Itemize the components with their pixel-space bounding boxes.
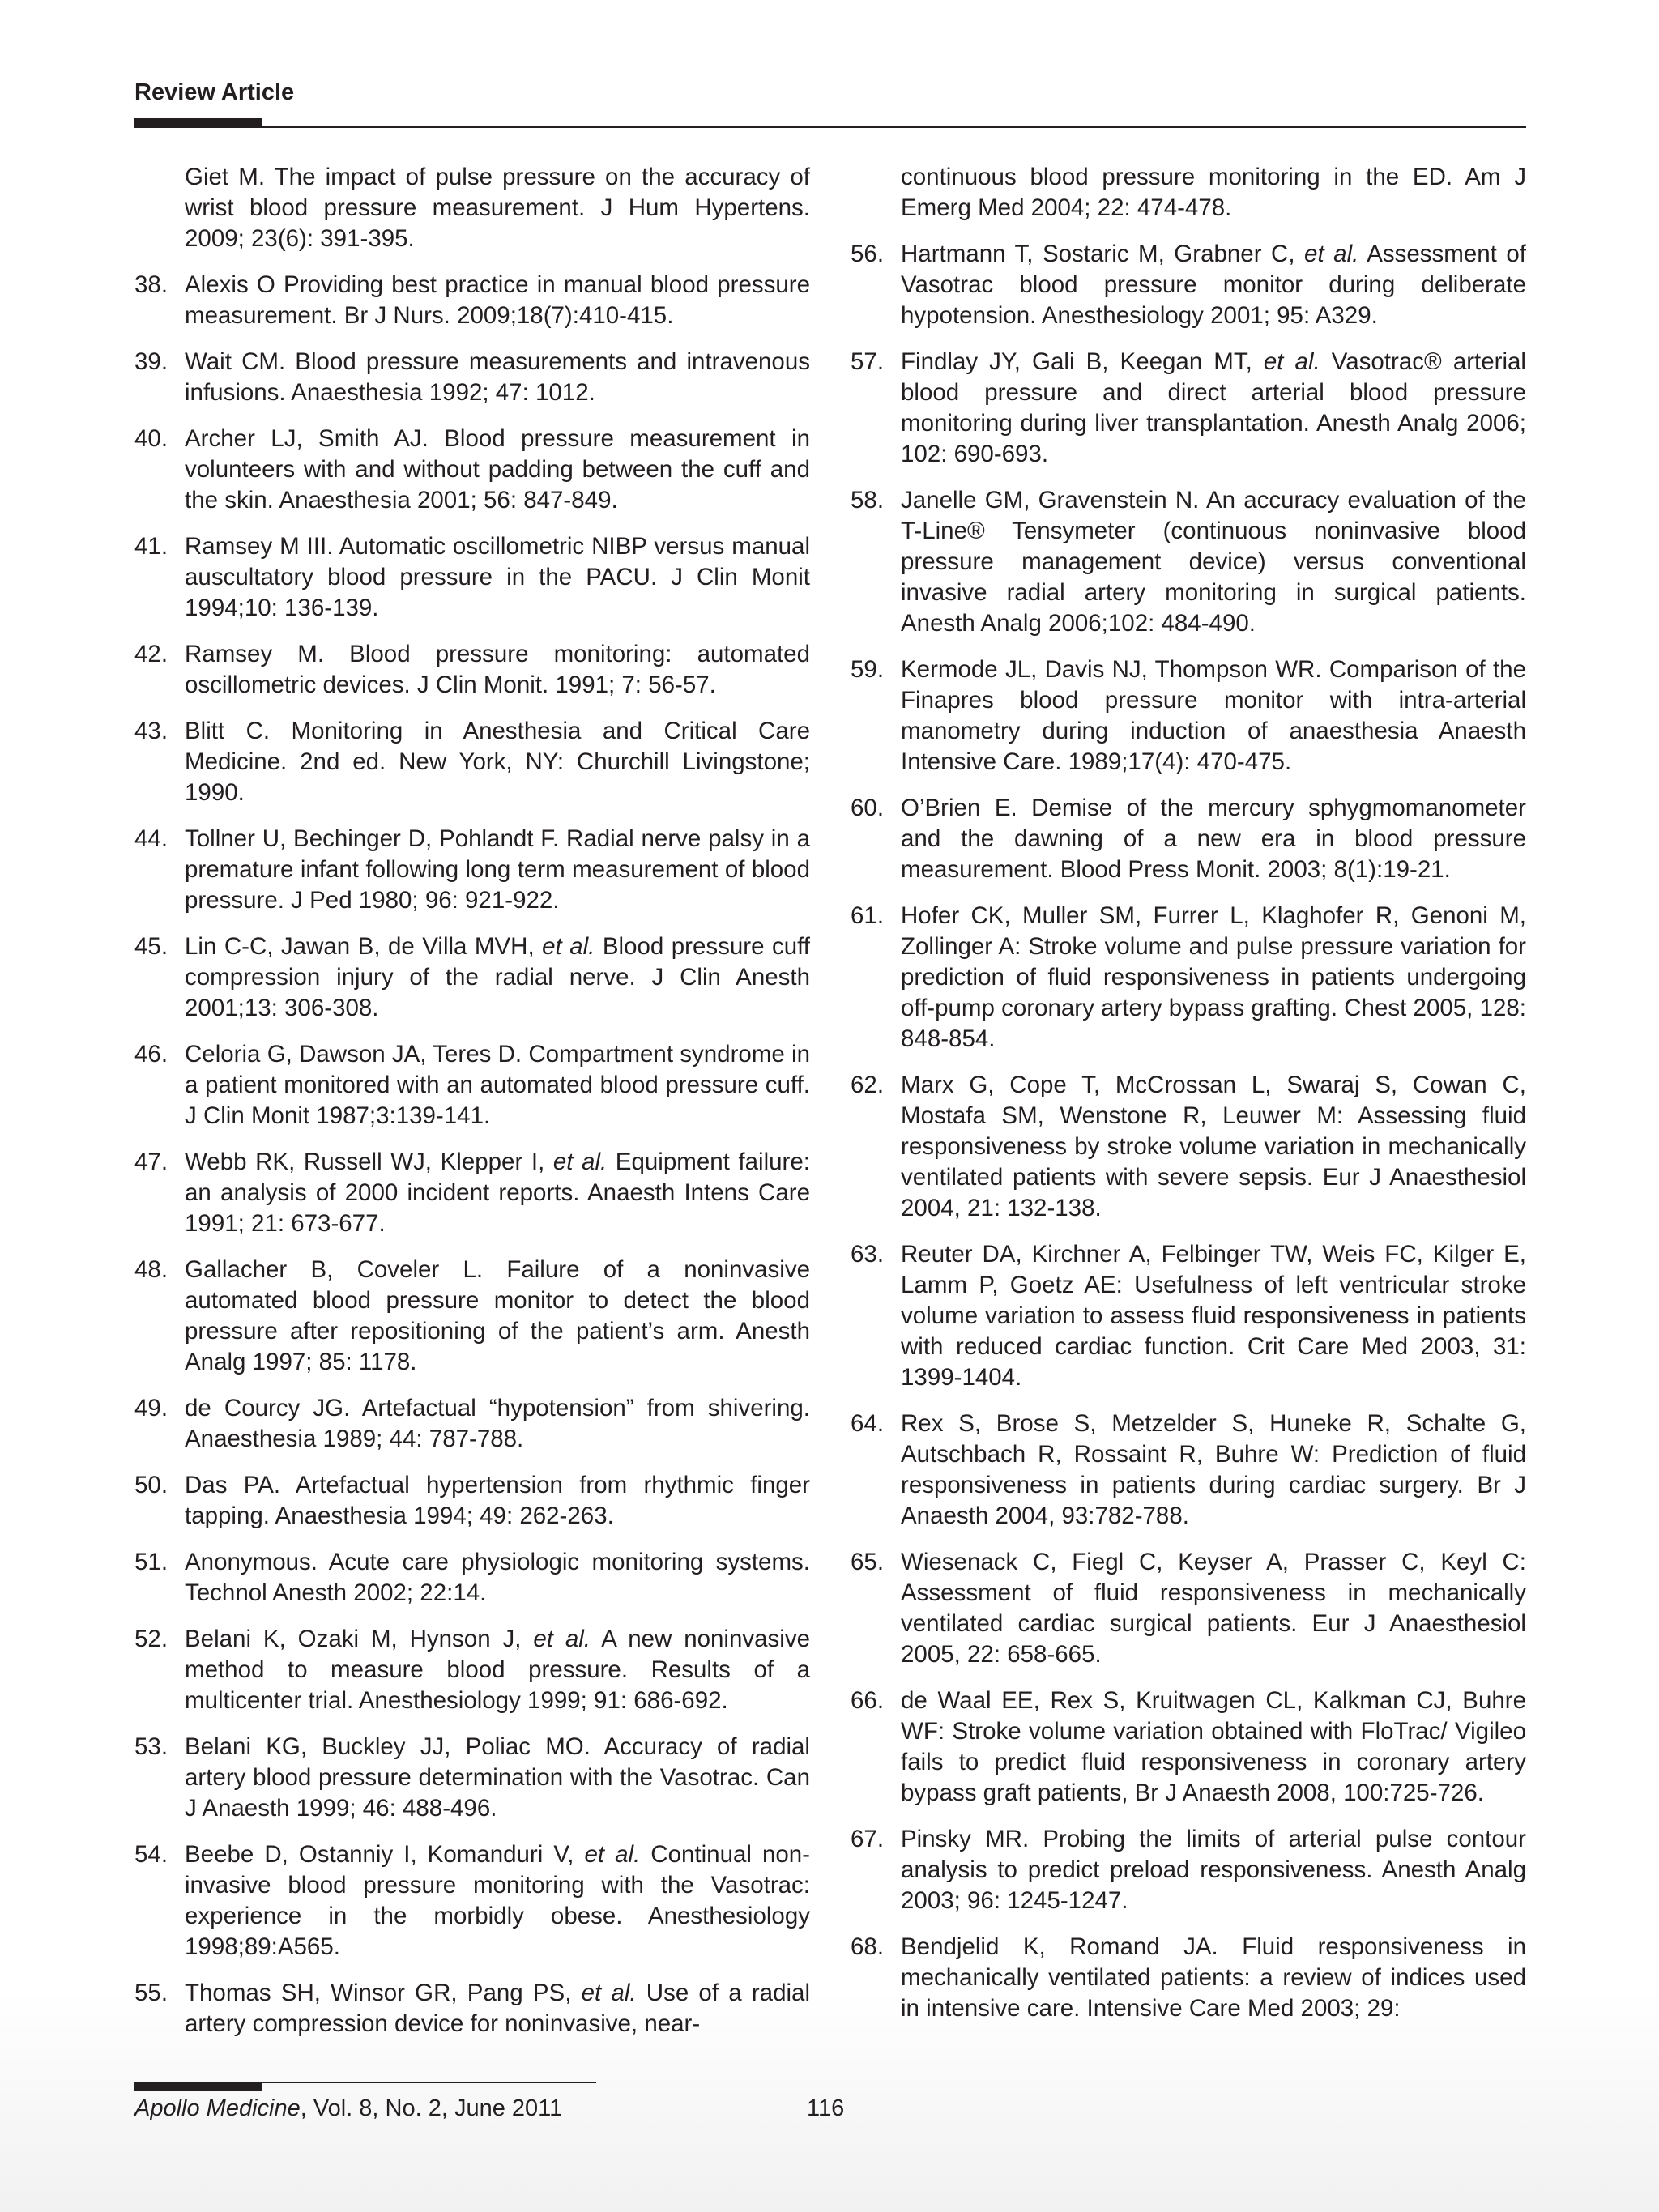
- reference-number: 59.: [851, 656, 885, 683]
- footer-rule: [262, 2082, 596, 2083]
- reference-item: [134, 1147, 810, 1239]
- reference-item: [134, 1470, 810, 1532]
- reference-item: [134, 347, 810, 408]
- reference-number: 49.: [134, 1395, 168, 1421]
- reference-text: O’Brien E. Demise of the mercury sphygmomanometer and the dawning of a new era in blood pressure measurement. Blood Press Monit. 2003; 8(1):19-21.: [901, 795, 1526, 883]
- reference-item: [851, 347, 1526, 470]
- reference-item: [851, 485, 1526, 639]
- reference-item: [134, 531, 810, 624]
- reference-item: [134, 424, 810, 516]
- reference-item: [134, 1839, 810, 1963]
- reference-text: Das PA. Artefactual hypertension from rhythmic finger tapping. Anaesthesia 1994; 49: 262-263.: [185, 1472, 810, 1529]
- reference-text: de Courcy JG. Artefactual “hypotension” from shivering. Anaesthesia 1989; 44: 787-788.: [185, 1395, 810, 1452]
- reference-item: [134, 1732, 810, 1824]
- reference-item: [851, 1239, 1526, 1393]
- reference-text: Celoria G, Dawson JA, Teres D. Compartment syndrome in a patient monitored with an automated blood pressure cuff. J Clin Monit 1987;3:139-141.: [185, 1041, 810, 1129]
- reference-number: 43.: [134, 718, 168, 744]
- reference-item: [851, 1409, 1526, 1532]
- reference-number: 56.: [851, 241, 885, 267]
- reference-item: [134, 824, 810, 916]
- reference-text: Janelle GM, Gravenstein N. An accuracy evaluation of the T-Line® Tensymeter (continuous noninvasive blood pressure management device) versus conventional invasive radial artery monitoring in surgical patients. Anesth Analg 2006;102: 484-490.: [901, 487, 1526, 637]
- reference-item: [134, 716, 810, 808]
- reference-number: 65.: [851, 1549, 885, 1575]
- reference-text: Wiesenack C, Fiegl C, Keyser A, Prasser C, Keyl C: Assessment of fluid responsiveness in mechanically ventilated cardiac surgical patients. Eur J Anaesthesiol 2005, 22: 658-665.: [901, 1549, 1526, 1668]
- reference-number: 45.: [134, 933, 168, 960]
- reference-item: [851, 654, 1526, 778]
- reference-text: Webb RK, Russell WJ, Klepper I, et al. Equipment failure: an analysis of 2000 incident reports. Anaesth Intens Care 1991; 21: 673-677.: [185, 1149, 810, 1237]
- reference-text: Hofer CK, Muller SM, Furrer L, Klaghofer R, Genoni M, Zollinger A: Stroke volume and pulse pressure variation for prediction of fluid responsiveness in patients undergoing off-pump coronary artery bypass grafting. Chest 2005, 128: 848-854.: [901, 902, 1526, 1052]
- reference-number: 67.: [851, 1826, 885, 1852]
- reference-number: 54.: [134, 1841, 168, 1868]
- reference-item: [851, 162, 1526, 224]
- reference-number: 46.: [134, 1041, 168, 1068]
- reference-number: 62.: [851, 1072, 885, 1098]
- reference-text: Tollner U, Bechinger D, Pohlandt F. Radial nerve palsy in a premature infant following long term measurement of blood pressure. J Ped 1980; 96: 921-922.: [185, 825, 810, 914]
- reference-number: 66.: [851, 1687, 885, 1714]
- reference-text: Archer LJ, Smith AJ. Blood pressure measurement in volunteers with and without padding between the cuff and the skin. Anaesthesia 2001; 56: 847-849.: [185, 425, 810, 514]
- reference-number: 44.: [134, 825, 168, 852]
- reference-number: 55.: [134, 1980, 168, 2006]
- reference-item: [851, 1824, 1526, 1916]
- page-number: 116: [807, 2095, 845, 2121]
- reference-number: 50.: [134, 1472, 168, 1498]
- reference-item: [134, 931, 810, 1024]
- reference-item: [134, 1547, 810, 1609]
- reference-item: [134, 270, 810, 331]
- reference-text: Findlay JY, Gali B, Keegan MT, et al. Vasotrac® arterial blood pressure and direct arterial blood pressure monitoring during liver transplantation. Anesth Analg 2006; 102: 690-693.: [901, 348, 1526, 467]
- reference-item: [851, 1070, 1526, 1224]
- reference-item: [134, 1978, 810, 2039]
- reference-item: [851, 1547, 1526, 1670]
- footer-accent-bar: [134, 2082, 262, 2091]
- reference-number: 42.: [134, 641, 168, 667]
- reference-text: Gallacher B, Coveler L. Failure of a noninvasive automated blood pressure monitor to detect the blood pressure after repositioning of the patient’s arm. Anesth Analg 1997; 85: 1178.: [185, 1256, 810, 1375]
- reference-number: 53.: [134, 1733, 168, 1760]
- reference-item: [851, 1932, 1526, 2024]
- reference-text: Wait CM. Blood pressure measurements and intravenous infusions. Anaesthesia 1992; 47: 1012.: [185, 348, 810, 406]
- reference-text: Belani K, Ozaki M, Hynson J, et al. A new noninvasive method to measure blood pressure. Results of a multicenter trial. Anesthesiology 1999; 91: 686-692.: [185, 1626, 810, 1714]
- reference-text: Thomas SH, Winsor GR, Pang PS, et al. Use of a radial artery compression device for noninvasive, near-: [185, 1980, 810, 2037]
- reference-text: Kermode JL, Davis NJ, Thompson WR. Comparison of the Finapres blood pressure monitor with intra-arterial manometry during induction of anaesthesia Anaesth Intensive Care. 1989;17(4): 470-475.: [901, 656, 1526, 775]
- reference-text: continuous blood pressure monitoring in the ED. Am J Emerg Med 2004; 22: 474-478.: [901, 164, 1526, 221]
- reference-number: 52.: [134, 1626, 168, 1652]
- header-rule: [262, 126, 1526, 128]
- reference-number: 58.: [851, 487, 885, 514]
- reference-text: de Waal EE, Rex S, Kruitwagen CL, Kalkman CJ, Buhre WF: Stroke volume variation obtained with FloTrac/ Vigileo fails to predict fluid responsiveness in coronary artery bypass graft patients, Br J Anaesth 2008, 100:725-726.: [901, 1687, 1526, 1806]
- reference-text: Ramsey M III. Automatic oscillometric NIBP versus manual auscultatory blood pressure in the PACU. J Clin Monit 1994;10: 136-139.: [185, 533, 810, 621]
- reference-number: 63.: [851, 1241, 885, 1268]
- reference-text: Lin C-C, Jawan B, de Villa MVH, et al. Blood pressure cuff compression injury of the radial nerve. J Clin Anesth 2001;13: 306-308.: [185, 933, 810, 1021]
- reference-item: [134, 1393, 810, 1455]
- reference-number: 57.: [851, 348, 885, 375]
- reference-list-right: [851, 162, 1526, 2039]
- reference-text: Alexis O Providing best practice in manual blood pressure measurement. Br J Nurs. 2009;18(7):410-415.: [185, 271, 810, 329]
- reference-list-left: [134, 162, 810, 2055]
- reference-number: 38.: [134, 271, 168, 298]
- reference-text: Marx G, Cope T, McCrossan L, Swaraj S, Cowan C, Mostafa SM, Wenstone R, Leuwer M: Assessing fluid responsiveness by stroke volume variation in mechanically ventilated patients with severe sepsis. Eur J Anaesthesiol 2004, 21: 132-138.: [901, 1072, 1526, 1221]
- journal-issue: , Vol. 8, No. 2, June 2011: [300, 2095, 563, 2121]
- reference-number: 47.: [134, 1149, 168, 1175]
- reference-item: [851, 901, 1526, 1055]
- reference-text: Bendjelid K, Romand JA. Fluid responsiveness in mechanically ventilated patients: a review of indices used in intensive care. Intensive Care Med 2003; 29:: [901, 1933, 1526, 2022]
- header-accent-bar: [134, 118, 262, 128]
- reference-number: 40.: [134, 425, 168, 452]
- reference-text: Anonymous. Acute care physiologic monitoring systems. Technol Anesth 2002; 22:14.: [185, 1549, 810, 1606]
- reference-number: 68.: [851, 1933, 885, 1960]
- reference-number: 51.: [134, 1549, 168, 1575]
- reference-item: [134, 1039, 810, 1132]
- reference-item: [134, 639, 810, 701]
- reference-item: [134, 1255, 810, 1378]
- reference-text: Rex S, Brose S, Metzelder S, Huneke R, Schalte G, Autschbach R, Rossaint R, Buhre W: Prediction of fluid responsiveness in patients during cardiac surgery. Br J Anaesth 2004, 93:782-788.: [901, 1410, 1526, 1529]
- reference-text: Blitt C. Monitoring in Anesthesia and Critical Care Medicine. 2nd ed. New York, NY: Churchill Livingstone; 1990.: [185, 718, 810, 806]
- reference-number: 64.: [851, 1410, 885, 1437]
- reference-text: Giet M. The impact of pulse pressure on the accuracy of wrist blood pressure measurement. J Hum Hypertens. 2009; 23(6): 391-395.: [185, 164, 810, 252]
- reference-text: Hartmann T, Sostaric M, Grabner C, et al. Assessment of Vasotrac blood pressure monitor during deliberate hypotension. Anesthesiology 2001; 95: A329.: [901, 241, 1526, 329]
- reference-item: [851, 1686, 1526, 1809]
- reference-number: 48.: [134, 1256, 168, 1283]
- reference-text: Pinsky MR. Probing the limits of arterial pulse contour analysis to predict preload responsiveness. Anesth Analg 2003; 96: 1245-1247.: [901, 1826, 1526, 1914]
- reference-item: [851, 793, 1526, 885]
- reference-number: 61.: [851, 902, 885, 929]
- reference-number: 39.: [134, 348, 168, 375]
- reference-number: 41.: [134, 533, 168, 560]
- reference-text: Ramsey M. Blood pressure monitoring: automated oscillometric devices. J Clin Monit. 1991; 7: 56-57.: [185, 641, 810, 698]
- section-label: Review Article: [134, 79, 295, 105]
- reference-item: [851, 239, 1526, 331]
- reference-number: 60.: [851, 795, 885, 821]
- reference-item: [134, 1624, 810, 1716]
- reference-text: Belani KG, Buckley JJ, Poliac MO. Accuracy of radial artery blood pressure determination with the Vasotrac. Can J Anaesth 1999; 46: 488-496.: [185, 1733, 810, 1822]
- journal-citation: [134, 2095, 562, 2122]
- reference-item: [134, 162, 810, 254]
- reference-text: Beebe D, Ostanniy I, Komanduri V, et al. Continual non-invasive blood pressure monitoring with the Vasotrac: experience in the morbidly obese. Anesthesiology 1998;89:A565.: [185, 1841, 810, 1960]
- reference-text: Reuter DA, Kirchner A, Felbinger TW, Weis FC, Kilger E, Lamm P, Goetz AE: Usefulness of left ventricular stroke volume variation to assess fluid responsiveness in patients with reduced cardiac function. Crit Care Med 2003, 31: 1399-1404.: [901, 1241, 1526, 1391]
- journal-name: Apollo Medicine: [134, 2095, 301, 2121]
